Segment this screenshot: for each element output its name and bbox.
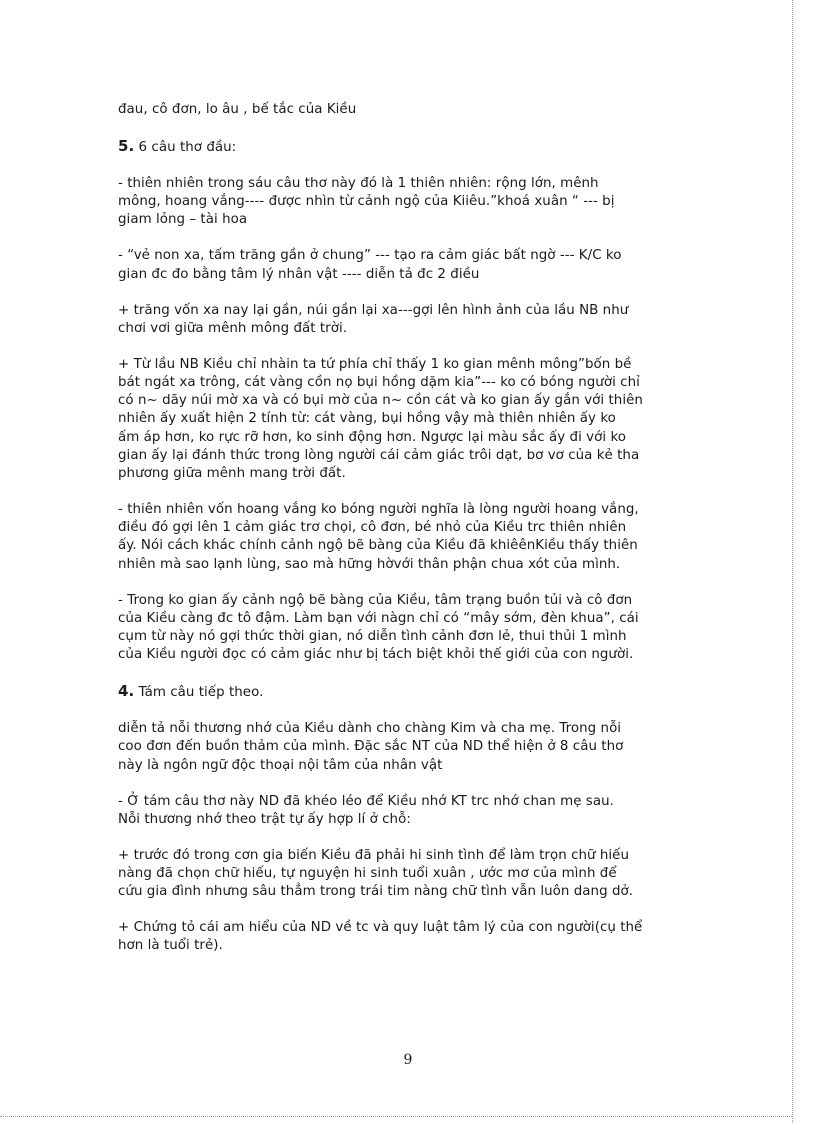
paragraph-11 — [118, 793, 708, 829]
line: phương giữa mênh mang trời đất. — [118, 466, 346, 482]
line: Nỗi thương nhớ theo trật tự ấy hợp lí ở chỗ: — [118, 811, 411, 827]
page-border-bottom — [0, 1116, 792, 1117]
paragraph-5 — [118, 302, 708, 338]
line: + trăng vốn xa nay lại gần, núi gần lại xa---gợi lên hình ảnh của lầu NB như — [118, 302, 629, 318]
line: của Kiều càng đc tô đậm. Làm bạn với nàgn chỉ có “mây sớm, đèn khua”, cái — [118, 610, 639, 626]
paragraph-1 — [118, 101, 708, 119]
line: ấm áp hơn, ko rực rỡ hơn, ko sinh động hơn. Ngược lại màu sắc ấy đi với ko — [118, 429, 627, 445]
line: giam lỏng – tài hoa — [118, 212, 248, 228]
line: cứu gia đình nhưng sâu thẳm trong trái tim nàng chữ tình vẫn luôn dang dở. — [118, 884, 634, 900]
line: + Từ lầu NB Kiều chỉ nhàin ta tứ phía chỉ thấy 1 ko gian mênh mông”bốn bề — [118, 356, 632, 372]
page-body — [118, 101, 708, 973]
paragraph-10 — [118, 720, 708, 775]
page-number: 9 — [403, 1052, 413, 1068]
line: gian đc đo bằng tâm lý nhân vật ---- diễn tả đc 2 điều — [118, 266, 480, 282]
line: coo đơn đến buồn thảm của mình. Đặc sắc NT của ND thể hiện ở 8 câu thơ — [118, 739, 624, 755]
line: cụm từ này nó gợi thức thời gian, nó diễn tình cảnh đơn lẻ, thui thủi 1 mình — [118, 629, 627, 645]
line: ấy. Nói cách khác chính cảnh ngộ bẽ bàng của Kiều đã khiêênKiều thấy thiên — [118, 538, 638, 554]
page-border-right — [792, 0, 793, 1123]
line: + trước đó trong cơn gia biến Kiều đã phải hi sinh tình để làm trọn chữ hiếu — [118, 847, 630, 863]
paragraph-6 — [118, 356, 708, 483]
line: này là ngôn ngữ độc thoại nội tâm của nhân vật — [118, 757, 443, 773]
section-number: 5. — [118, 137, 135, 155]
paragraph-12 — [118, 847, 708, 902]
line: - Trong ko gian ấy cảnh ngộ bẽ bàng của Kiều, tâm trạng buồn tủi và cô đơn — [118, 592, 633, 608]
paragraph-7 — [118, 501, 708, 574]
line: nhiên mà sao lạnh lùng, sao mà hững hờvới thân phận chua xót của mình. — [118, 556, 621, 572]
line: - thiên nhiên trong sáu câu thơ này đó là 1 thiên nhiên: rộng lớn, mênh — [118, 176, 599, 191]
line: diễn tả nỗi thương nhớ của Kiều dành cho chàng Kim và cha mẹ. Trong nỗi — [118, 721, 622, 737]
paragraph-3 — [118, 175, 708, 230]
section-heading-4 — [118, 682, 708, 702]
section-title: Tám câu tiếp theo. — [134, 685, 264, 701]
line: nàng đã chọn chữ hiếu, tự nguyện hi sinh tuổi xuân , ước mơ của mình để — [118, 866, 617, 882]
section-heading-5 — [118, 137, 708, 157]
paragraph-13 — [118, 919, 708, 955]
section-number: 4. — [118, 682, 135, 701]
line: gian ấy lại đánh thức trong lòng người cái cảm giác trôi dạt, bơ vơ của kẻ tha — [118, 447, 640, 463]
line: - thiên nhiên vốn hoang vắng ko bóng người nghĩa là lòng người hoang vắng, — [118, 502, 639, 518]
paragraph-8 — [118, 592, 708, 665]
line: điều đó gợi lên 1 cảm giác trơ chọi, cô đơn, bé nhỏ của Kiều trc thiên nhiên — [118, 520, 627, 536]
line: nhiên ấy xuất hiện 2 tính từ: cát vàng, bụi hồng vậy mà thiên nhiên ấy ko — [118, 411, 616, 427]
line: mông, hoang vắng---- được nhìn từ cảnh ngộ của Kiiêu.”khoá xuân “ --- bị — [118, 194, 615, 210]
line: có n~ dãy núi mờ xa và có bụi mờ của n~ cồn cát và ko gian ấy gắn với thiên — [118, 393, 643, 409]
line: - “vẻ non xa, tấm trăng gần ở chung” --- tạo ra cảm giác bất ngờ --- K/C ko — [118, 248, 622, 264]
line: hơn là tuổi trẻ). — [118, 938, 223, 954]
line: bát ngát xa trông, cát vàng cồn nọ bụi hồng dặm kia”--- ko có bóng người chỉ — [118, 375, 640, 391]
line: - Ở tám câu thơ này ND đã khéo léo để Kiều nhớ KT trc nhớ chan mẹ sau. — [118, 793, 614, 809]
paragraph-4 — [118, 247, 708, 283]
line: chơi vơi giữa mênh mông đất trời. — [118, 320, 348, 336]
line: + Chứng tỏ cái am hiểu của ND về tc và quy luật tâm lý của con người(cụ thể — [118, 920, 643, 936]
section-title: 6 câu thơ đầu: — [134, 140, 237, 155]
line: đau, cô đơn, lo âu , bế tắc của Kiều — [118, 102, 357, 117]
line: của Kiều người đọc có cảm giác như bị tách biệt khỏi thế giới của con người. — [118, 647, 634, 663]
